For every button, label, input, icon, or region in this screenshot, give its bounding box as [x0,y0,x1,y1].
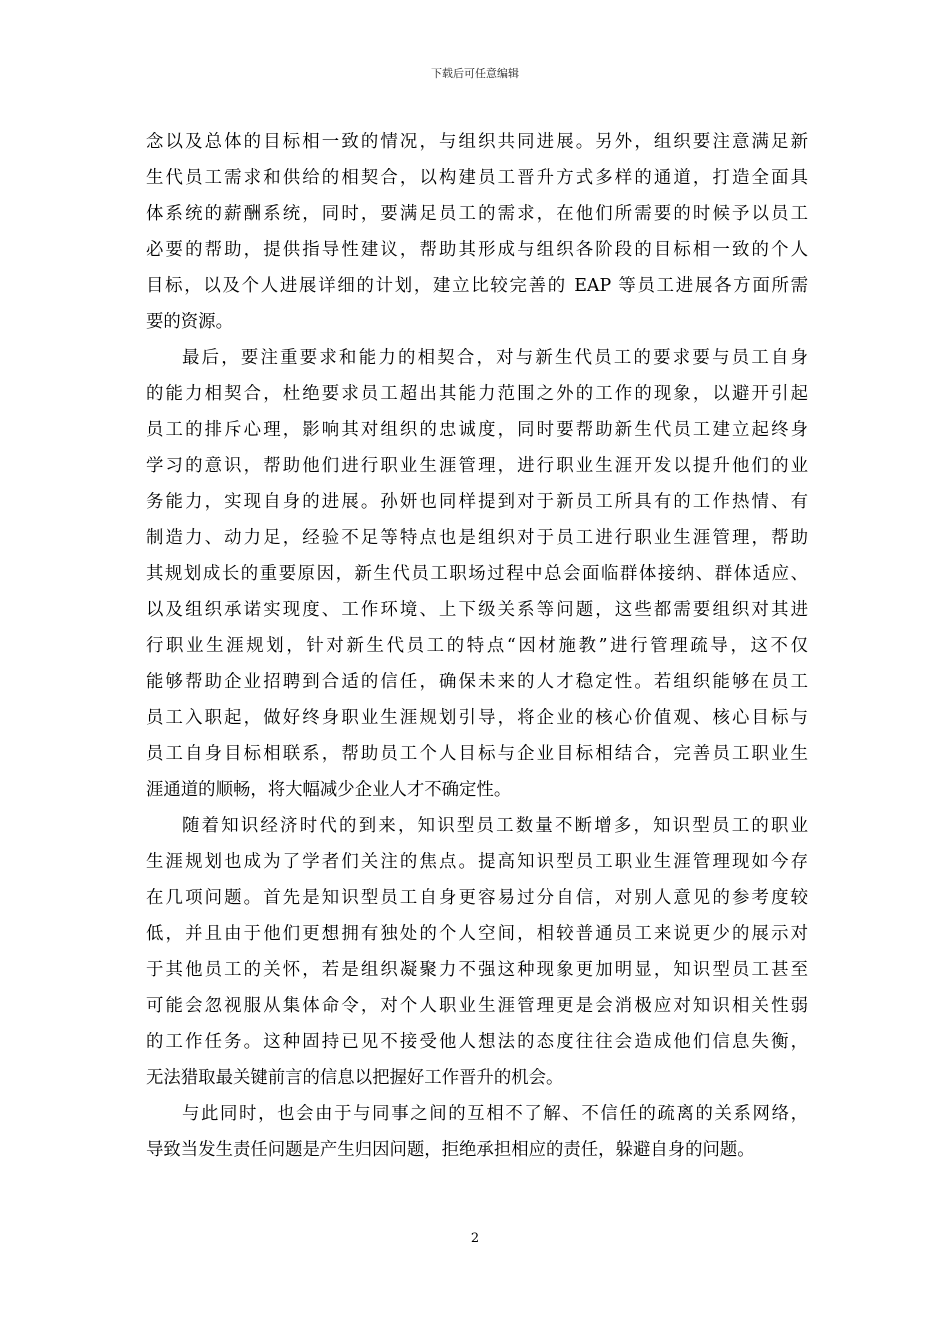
paragraph [146,340,808,808]
paragraph-line: 生代员工需求和供给的相契合，以构建员工晋升方式多样的通道，打造全面具 [146,168,808,188]
paragraph-line: 体系统的薪酬系统，同时，要满足员工的需求，在他们所需要的时候予以员工 [146,204,808,224]
paragraph-line: 在几项问题。首先是知识型员工自身更容易过分自信，对别人意见的参考度较 [146,888,808,908]
paragraph-line: 涯通道的顺畅，将大幅减少企业人才不确定性。 [146,780,512,800]
paragraph-line: 可能会忽视服从集体命令，对个人职业生涯管理更是会消极应对知识相关性弱 [146,996,808,1016]
paragraph-line: 学习的意识，帮助他们进行职业生涯管理，进行职业生涯开发以提升他们的业 [146,456,808,476]
paragraph-line: 随着知识经济时代的到来，知识型员工数量不断增多，知识型员工的职业 [182,816,808,836]
paragraph-line: 低，并且由于他们更想拥有独处的个人空间，相较普通员工来说更少的展示对 [146,924,808,944]
paragraph-line: 无法猎取最关键前言的信息以把握好工作晋升的机会。 [146,1068,564,1088]
paragraph-line: 员工的排斥心理，影响其对组织的忠诚度，同时要帮助新生代员工建立起终身 [146,420,808,440]
paragraph-line: 其规划成长的重要原因，新生代员工职场过程中总会面临群体接纳、群体适应、 [146,564,808,584]
page-header: 下载后可任意编辑 [431,67,519,80]
paragraph [146,1096,808,1168]
paragraph-line: 必要的帮助，提供指导性建议，帮助其形成与组织各阶段的目标相一致的个人 [146,240,808,260]
paragraph-line: 务能力，实现自身的进展。孙妍也同样提到对于新员工所具有的工作热情、有 [146,492,808,512]
paragraph-line: 与此同时，也会由于与同事之间的互相不了解、不信任的疏离的关系网络， [182,1104,808,1124]
paragraph-line: 生涯规划也成为了学者们关注的焦点。提高知识型员工职业生涯管理现如今存 [146,852,808,872]
paragraph-line: 要的资源。 [146,312,233,332]
paragraph [146,124,808,340]
paragraph-line: 最后，要注重要求和能力的相契合，对与新生代员工的要求要与员工自身 [182,348,808,368]
paragraph-line: 行职业生涯规划，针对新生代员工的特点“因材施教”进行管理疏导，这不仅 [146,636,808,656]
paragraph-line: 目标，以及个人进展详细的计划，建立比较完善的 EAP 等员工进展各方面所需 [146,276,808,296]
paragraph-line: 导致当发生责任问题是产生归因问题，拒绝承担相应的责任，躲避自身的问题。 [146,1140,755,1160]
paragraph-line: 念以及总体的目标相一致的情况，与组织共同进展。另外，组织要注意满足新 [146,132,808,152]
paragraph-line: 的工作任务。这种固持已见不接受他人想法的态度往往会造成他们信息失衡， [146,1032,808,1052]
paragraph-line: 能够帮助企业招聘到合适的信任，确保未来的人才稳定性。若组织能够在员工 [146,672,808,692]
paragraph-line: 于其他员工的关怀，若是组织凝聚力不强这种现象更加明显，知识型员工甚至 [146,960,808,980]
page-number: 2 [470,1231,480,1246]
document-body [146,124,808,1168]
paragraph-line: 员工自身目标相联系，帮助员工个人目标与企业目标相结合，完善员工职业生 [146,744,808,764]
paragraph [146,808,808,1096]
paragraph-line: 的能力相契合，杜绝要求员工超出其能力范围之外的工作的现象，以避开引起 [146,384,808,404]
paragraph-line: 制造力、动力足，经验不足等特点也是组织对于员工进行职业生涯管理，帮助 [146,528,808,548]
paragraph-line: 以及组织承诺实现度、工作环境、上下级关系等问题，这些都需要组织对其进 [146,600,808,620]
paragraph-line: 员工入职起，做好终身职业生涯规划引导，将企业的核心价值观、核心目标与 [146,708,808,728]
